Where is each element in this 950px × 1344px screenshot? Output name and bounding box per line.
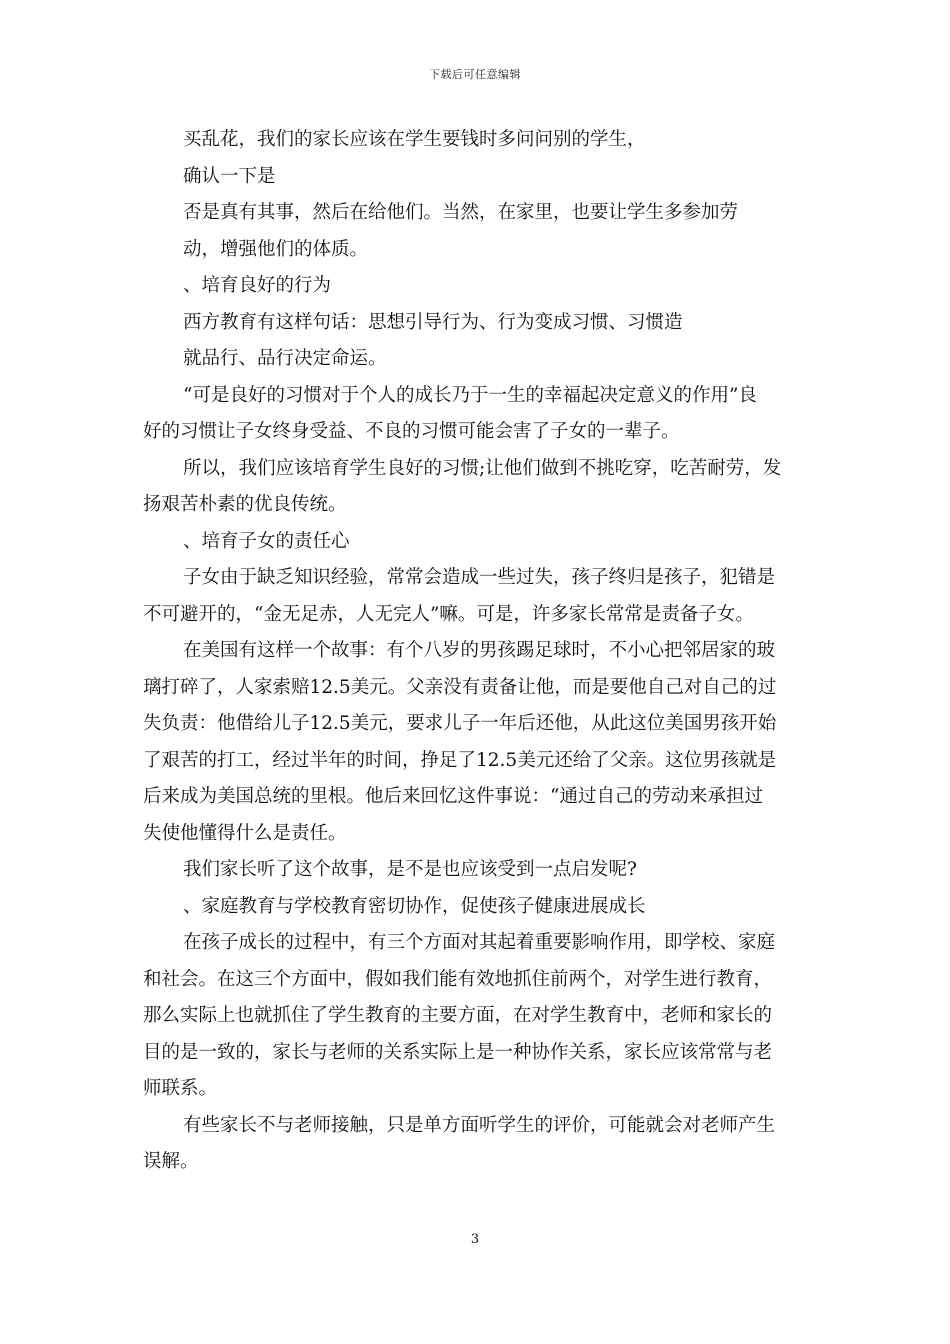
text-line: 好的习惯让子女终身受益、不良的习惯可能会害了子女的一辈子。 [143,421,680,442]
text-line: 失使他懂得什么是责任。 [143,822,347,844]
text-line: 就品行、品行决定命运。 [183,348,387,369]
text-line: 璃打碎了，人家索赔12.5美元。父亲没有责备让他，而是要他自己对自己的过 [143,676,777,698]
text-line: 失负责：他借给儿子12.5美元，要求儿子一年后还他，从此这位美国男孩开始 [143,713,777,734]
text-line: 买乱花，我们的家长应该在学生要钱时多问问别的学生， [183,129,646,150]
text-line: 子女由于缺乏知识经验，常常会造成一些过失，孩子终归是孩子，犯错是 [183,567,776,588]
text-line: 目的是一致的，家长与老师的关系实际上是一种协作关系，家长应该常常与老 [143,1041,773,1063]
text-line: 、培育良好的行为 [183,275,332,296]
text-line: 那么实际上也就抓住了学生教育的主要方面，在对学生教育中，老师和家长的 [143,1005,773,1026]
text-line: 有些家长不与老师接触，只是单方面听学生的评价，可能就会对老师产生 [183,1114,776,1136]
page-number: 3 [470,1232,480,1247]
text-line: 后来成为美国总统的里根。他后来回忆这件事说：“通过自己的劳动来承担过 [143,786,763,807]
text-line: 我们家长听了这个故事，是不是也应该受到一点启发呢? [183,859,637,880]
text-line: “可是良好的习惯对于个人的成长乃于一生的幸福起决定意义的作用”良 [183,384,757,406]
text-line: 所以，我们应该培育学生良好的习惯;让他们做到不挑吃穿，吃苦耐劳，发 [183,457,782,479]
text-line: 、家庭教育与学校教育密切协作，促使孩子健康进展成长 [183,895,646,917]
body-text [143,122,813,1181]
text-line: 师联系。 [143,1078,218,1099]
text-line: 在孩子成长的过程中，有三个方面对其起着重要影响作用，即学校、家庭 [183,932,776,953]
text-line: 否是真有其事，然后在给他们。当然，在家里，也要让学生多参加劳 [183,202,739,223]
text-line: 了艰苦的打工，经过半年的时间，挣足了12.5美元还给了父亲。这位男孩就是 [143,749,777,771]
text-line: 在美国有这样一个故事：有个八岁的男孩踢足球时，不小心把邻居家的玻 [183,640,776,661]
text-line: 不可避开的，“金无足赤，人无完人”嘛。可是，许多家长常常是责备子女。 [143,603,754,625]
text-line: 扬艰苦朴素的优良传统。 [143,494,347,515]
text-line: 误解。 [143,1151,199,1172]
text-line: 西方教育有这样句话：思想引导行为、行为变成习惯、习惯造 [183,311,683,333]
text-line: 动，增强他们的体质。 [183,238,369,260]
text-line: 、培育子女的责任心 [183,530,350,552]
text-line: 确认一下是 [183,165,276,187]
text-line: 和社会。在这三个方面中，假如我们能有效地抓住前两个，对学生进行教育， [143,968,773,990]
page-header: 下载后可任意编辑 [429,68,521,81]
